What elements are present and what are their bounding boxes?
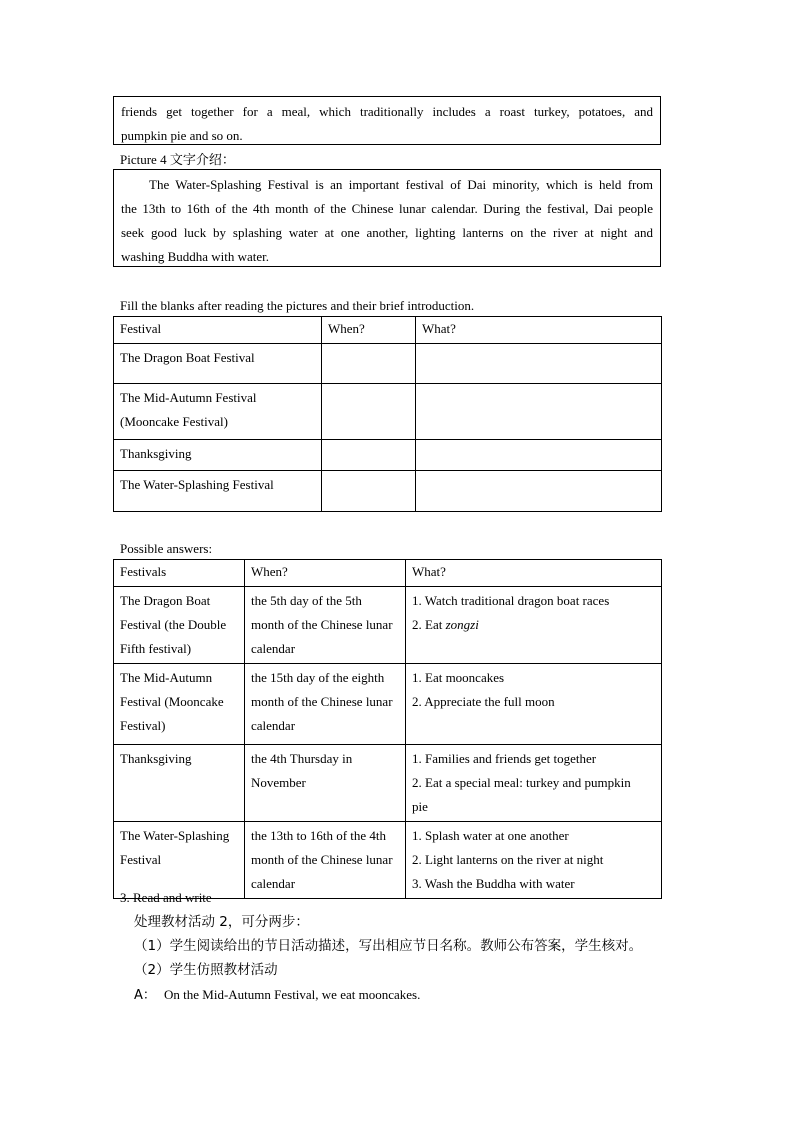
- cell-text: [412, 613, 655, 637]
- cell-text: (Mooncake Festival): [120, 414, 228, 429]
- cell-text: The Water-Splashing Festival: [120, 477, 274, 492]
- what-cell: [406, 587, 662, 664]
- cell-text: 1. Splash water at one another: [412, 828, 569, 843]
- table-row: [114, 471, 662, 512]
- when-blank[interactable]: [322, 440, 416, 471]
- cell-text: Thanksgiving: [120, 446, 192, 461]
- answers-heading: Possible answers:: [120, 541, 213, 556]
- table-row: [114, 344, 662, 384]
- picture4-line: The Water-Splashing Festival is an important festival of Dai minority, which is held from: [149, 177, 653, 192]
- what-cell: [406, 822, 662, 899]
- table-row: [114, 384, 662, 440]
- picture4-heading: Picture 4 文字介绍：: [120, 152, 235, 167]
- what-blank[interactable]: [416, 384, 662, 440]
- cell-text: pie: [412, 799, 428, 814]
- cell-text: 2. Appreciate the full moon: [412, 694, 555, 709]
- festival-cell: [114, 587, 245, 664]
- answer-table: [113, 559, 662, 899]
- cell-text: calendar: [251, 641, 296, 656]
- cell-text: Festival: [120, 852, 162, 867]
- table-row: [114, 745, 662, 822]
- picture4-text-box: [113, 169, 661, 267]
- cell-text: The Dragon Boat Festival: [120, 350, 255, 365]
- table-header: What?: [416, 317, 662, 344]
- when-cell: [245, 664, 406, 745]
- intro-line: friends get together for a meal, which traditionally includes a roast turkey, potatoes, and: [121, 104, 653, 119]
- cell-text: November: [251, 775, 306, 790]
- cell-text: the 15th day of the eighth: [251, 670, 385, 685]
- table-header: What?: [406, 560, 662, 587]
- table-header: When?: [322, 317, 416, 344]
- cell-text: month of the Chinese lunar: [251, 617, 393, 632]
- cell-text: The Mid-Autumn: [120, 670, 213, 685]
- dialog-speaker: A：: [134, 988, 156, 1003]
- intro-line: pumpkin pie and so on.: [121, 128, 243, 143]
- table-row: [114, 440, 662, 471]
- cell-text: 3. Wash the Buddha with water: [412, 876, 575, 891]
- section-3-line: 处理教材活动 2，可分两步：: [134, 914, 309, 930]
- cell-text: month of the Chinese lunar: [251, 694, 393, 709]
- cell-text-part: 2. Eat: [412, 617, 446, 632]
- what-blank[interactable]: [416, 344, 662, 384]
- cell-text: calendar: [251, 718, 296, 733]
- what-blank[interactable]: [416, 440, 662, 471]
- cell-text: the 5th day of the 5th: [251, 593, 362, 608]
- picture4-line: seek good luck by splashing water at one another, lighting lanterns on the river at night and: [121, 225, 653, 240]
- festival-cell: [114, 664, 245, 745]
- when-cell: [245, 822, 406, 899]
- table-header: When?: [245, 560, 406, 587]
- when-blank[interactable]: [322, 344, 416, 384]
- table-header: Festival: [114, 317, 322, 344]
- section-3-title: 3. Read and write: [120, 890, 212, 905]
- table-row: [114, 664, 662, 745]
- cell-text: Festival (Mooncake: [120, 694, 224, 709]
- cell-text: The Water-Splashing: [120, 828, 230, 843]
- cell-text: month of the Chinese lunar: [251, 852, 393, 867]
- what-cell: [406, 664, 662, 745]
- cell-text-italic: zongzi: [445, 617, 479, 632]
- when-blank[interactable]: [322, 384, 416, 440]
- festival-cell: [114, 440, 322, 471]
- section-3-line: （2）学生仿照教材活动: [134, 962, 278, 978]
- what-blank[interactable]: [416, 471, 662, 512]
- when-blank[interactable]: [322, 471, 416, 512]
- picture4-line: the 13th to 16th of the 4th month of the Chinese lunar calendar. During the festival, Dai people: [121, 201, 653, 216]
- cell-text: the 13th to 16th of the 4th: [251, 828, 387, 843]
- cell-text: Festival (the Double: [120, 617, 227, 632]
- festival-cell: [114, 745, 245, 822]
- cell-text: Festival): [120, 718, 166, 733]
- cell-text: the 4th Thursday in: [251, 751, 353, 766]
- when-cell: [245, 745, 406, 822]
- cell-text: Thanksgiving: [120, 751, 192, 766]
- dialog-line: [134, 983, 420, 1008]
- festival-cell: [114, 344, 322, 384]
- dialog-text: On the Mid-Autumn Festival, we eat mooncakes.: [164, 987, 421, 1002]
- cell-text: The Mid-Autumn Festival: [120, 390, 257, 405]
- cell-text: 2. Light lanterns on the river at night: [412, 852, 604, 867]
- cell-text: calendar: [251, 876, 296, 891]
- cell-text: 1. Eat mooncakes: [412, 670, 505, 685]
- table-row: [114, 587, 662, 664]
- intro-text-box: [113, 96, 661, 145]
- cell-text: 2. Eat a special meal: turkey and pumpkin: [412, 775, 631, 790]
- festival-cell: [114, 384, 322, 440]
- when-cell: [245, 587, 406, 664]
- cell-text: 1. Families and friends get together: [412, 751, 597, 766]
- cell-text: 1. Watch traditional dragon boat races: [412, 593, 610, 608]
- fill-instruction: Fill the blanks after reading the pictures and their brief introduction.: [120, 298, 475, 313]
- cell-text: Fifth festival): [120, 641, 192, 656]
- section-3-line: （1）学生阅读给出的节日活动描述，写出相应节日名称。教师公布答案，学生核对。: [134, 938, 643, 954]
- picture4-line: washing Buddha with water.: [121, 249, 270, 264]
- what-cell: [406, 745, 662, 822]
- blank-table: [113, 316, 662, 512]
- cell-text: The Dragon Boat: [120, 593, 211, 608]
- table-header: Festivals: [114, 560, 245, 587]
- festival-cell: [114, 471, 322, 512]
